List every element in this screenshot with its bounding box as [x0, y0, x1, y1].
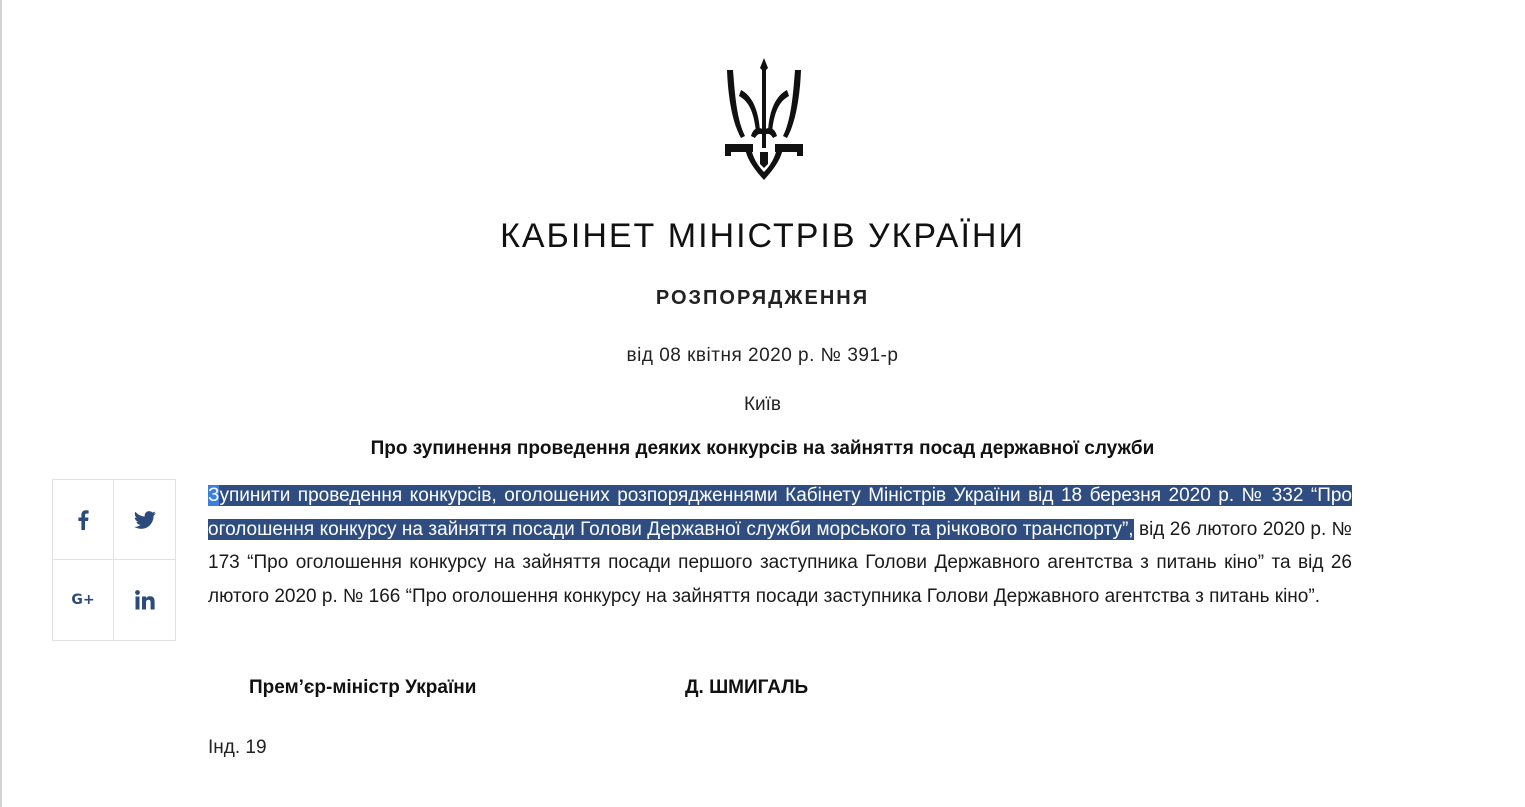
share-panel: [52, 479, 176, 641]
google-plus-icon: G+: [71, 592, 95, 608]
facebook-icon: [77, 510, 89, 530]
share-facebook-button[interactable]: [53, 480, 114, 560]
share-twitter-button[interactable]: [114, 480, 175, 560]
trident-emblem: [723, 56, 805, 182]
document-date-number: від 08 квітня 2020 р. № 391-р: [626, 345, 899, 366]
document-city: Київ: [743, 394, 782, 415]
share-google-plus-button[interactable]: [53, 560, 114, 640]
signature-role: Прем’єр-міністр України: [249, 677, 477, 698]
share-linkedin-button[interactable]: [114, 560, 175, 640]
twitter-icon: [134, 511, 156, 529]
linkedin-icon: [135, 590, 155, 610]
index-note: Інд. 19: [208, 737, 267, 758]
selected-text: упинити проведення конкурсів, оголошених розпорядженнями Кабінету Міністрів України від 18 березня 2020 р. № 332 “Про оголошення конкурсу на зайняття посади Голови Державної служби морського та річкового транспорту”,: [208, 485, 1352, 540]
document-type: РОЗПОРЯДЖЕННЯ: [655, 287, 870, 309]
body-text-continued: від 26 лютого 2020 р. № 173 “Про оголошення конкурсу на зайняття посади першого заступника Голови Державного агентства з питань кіно” та від 26 лютого 2020 р. № 166 “Про оголошення конкурсу на зайняття посади заступника Голови Державного агентства з питань кіно”.: [208, 518, 1352, 607]
document-body[interactable]: [208, 479, 1352, 613]
organization-title: КАБІНЕТ МІНІСТРІВ УКРАЇНИ: [500, 217, 1025, 255]
selection-start-char: З: [208, 485, 220, 506]
document-subject: Про зупинення проведення деяких конкурсів на зайняття посад державної служби: [370, 438, 1155, 459]
signature-name: Д. ШМИГАЛЬ: [685, 677, 809, 698]
